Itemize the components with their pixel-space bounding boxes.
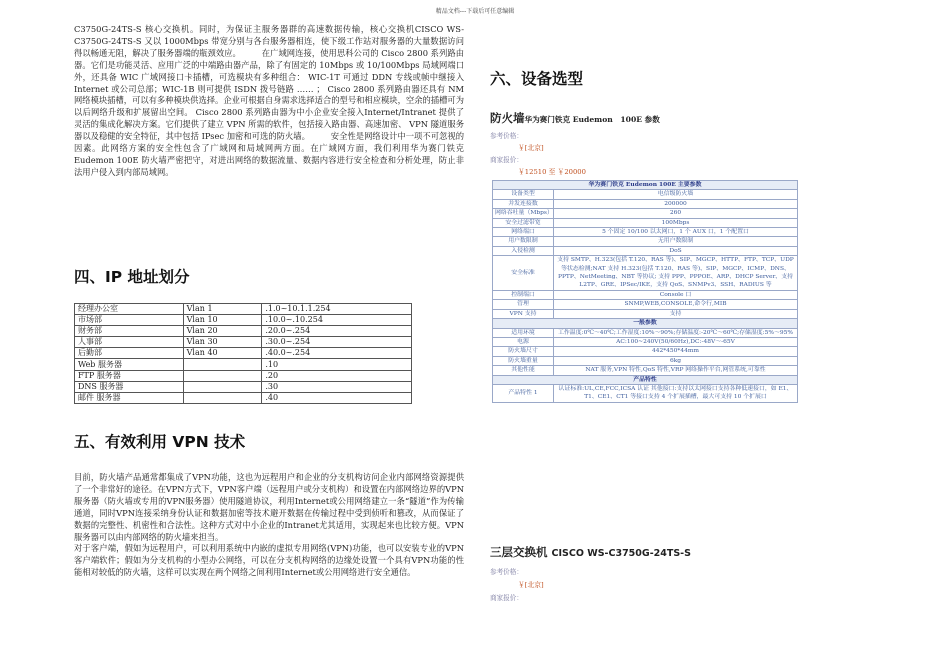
- spec-section-title: 华为赛门铁克 Eudemon 100E 主要参数: [493, 181, 798, 190]
- spec-value: 支持 SMTP、H.323(包括 T.120、RAS 等)、SIP、MGCP、HTTP、FTP、TCP、UDP 等状态检测;NAT 支持 H.323(包括 T.120、RAS 等)、SIP、MGCP、ICMP、DNS、PPTP、NetMeeting、NBT 等协议; 支持 PPP、PPPOE、ARP、DHCP Server、支持 L2TP、GRE、IPSec/IKE，支持 QoS、SNMPv3、SSH、RADIUS 等: [554, 256, 798, 291]
- spec-key: 用户数限制: [493, 237, 554, 246]
- spec-row: [493, 209, 798, 218]
- ip-table-cell: .40: [262, 392, 412, 403]
- spec-section-title: 产品特性: [493, 375, 798, 384]
- ref-price-value-2: ￥[北京]: [518, 581, 544, 589]
- spec-row: [493, 356, 798, 365]
- spec-row: [493, 309, 798, 318]
- ip-table-cell: Vlan 40: [183, 348, 262, 359]
- spec-value: 100Mbps: [554, 218, 798, 227]
- spec-value: 工作温度:0℃～40℃;工作湿度:10%～90%;存储温度:-20℃～60℃;存储湿度:5%～95%: [554, 328, 798, 337]
- switch-model: CISCO WS-C3750G-24TS-S: [551, 548, 691, 559]
- spec-row: [493, 337, 798, 346]
- ip-table-cell: Vlan 30: [183, 337, 262, 348]
- ip-table-cell: .1.0~10.1.1.254: [262, 304, 412, 315]
- ip-table-cell: [183, 370, 262, 381]
- firewall-model: 华为赛门铁克 Eudemon 100E 参数: [524, 115, 660, 124]
- paragraph-network: C3750G-24TS-S 核心交换机。同时，为保证主服务器群的高速数据传输，核心交换机CISCO WS-C3750G-24TS-S 又以 1000Mbps 带宽分别与各台服务器相连，使下级工作站对服务器的大量数据访问得以畅通无阻，解决了服务器端的瓶颈效应。 在广域网连接，使用思科公司的 Cisco 2800 系列路由器。它们是功能灵活、应用广泛的中端路由器产品，除了有固定的 10Mbps 或 10/100Mbps 局域网端口外，还具备 WIC 广域网接口卡插槽，可选模块有多种组合： WIC-1T 可通过 DDN 专线或帧中继接入 Internet 或公司总部；WIC-1B 则可提供 ISDN 拨号链路 …… ； Cisco 2800 系列路由器还具有 NM 网络模块插槽，可以有多种模块供选择。企业可根据自身需求选择适合的型号和相应模块，空余的插槽可为以后网络升级和扩展留出空间。 Cisco 2800 系列路由器为中小企业安全接入Internet/Intranet 提供了灵活的集成化解决方案。它们提供了建立 VPN 所需的软件，包括接入路由器、高速加密、 VPN 隧道服务器以及稳健的安全特征，其中包括 IPsec 加密和可选的防火墙。 安全性是网络设计中一项不可忽视的因素。此网络方案的安全性包含了广域网和局域网两方面。在广域网方面，我们利用华为赛门铁克 Eudemon 100E 防火墙严密把守，对进出网络的数据流量、数据内容进行安全检查和分析处理，防止非法用户侵入到内部局域网。: [74, 24, 464, 177]
- spec-value: 认证标准:UL,CE,FCC,ICSA 认证 其他接口:支持以太网接口支持各种低速接口，如 E1、T1、CE1、CT1 等接口支持 4 个扩展插槽，最大可支持 10 个扩展口: [554, 384, 798, 402]
- spec-key: 其他性能: [493, 366, 554, 375]
- ip-table-cell: .10.0~.10.254: [262, 315, 412, 326]
- spec-key: 入侵检测: [493, 246, 554, 255]
- spec-key: 安全标准: [493, 256, 554, 291]
- spec-key: 网络吞吐量（Mbps）: [493, 209, 554, 218]
- spec-key: 防火墙重量: [493, 356, 554, 365]
- ip-table: [74, 303, 412, 404]
- spec-value: 5 个固定 10/100 以太网口，1 个 AUX 口，1 个配置口: [554, 228, 798, 237]
- spec-row: [493, 347, 798, 356]
- dealer-price-label-2: 商家报价：: [490, 594, 523, 602]
- spec-row: [493, 256, 798, 291]
- ip-table-row: [75, 370, 412, 381]
- spec-key: 适用环境: [493, 328, 554, 337]
- ip-table-cell: .10: [262, 359, 412, 370]
- spec-row: [493, 300, 798, 309]
- ip-table-row: [75, 392, 412, 403]
- spec-key: 控制端口: [493, 290, 554, 299]
- vpn-section: [74, 472, 464, 579]
- spec-key: 设备类型: [493, 190, 554, 199]
- ip-table-row: [75, 381, 412, 392]
- spec-row: [493, 366, 798, 375]
- switch-label: 三层交换机: [490, 545, 548, 559]
- ip-table-cell: DNS 服务器: [75, 381, 184, 392]
- spec-section-title: 一般参数: [493, 319, 798, 328]
- spec-value: 260: [554, 209, 798, 218]
- ref-price-label-2: 参考价格：: [490, 568, 523, 576]
- ref-price-value: ￥[北京]: [518, 144, 544, 152]
- ip-table-cell: Vlan 1: [183, 304, 262, 315]
- ip-table-cell: 人事部: [75, 337, 184, 348]
- ip-table-cell: .40.0~.254: [262, 348, 412, 359]
- spec-row: [493, 190, 798, 199]
- ip-table-cell: 经理办公室: [75, 304, 184, 315]
- ip-table-row: [75, 348, 412, 359]
- heading-ip-plan: 四、IP 地址划分: [74, 268, 190, 286]
- spec-value: 442*450*44mm: [554, 347, 798, 356]
- ip-table-cell: .30.0~.254: [262, 337, 412, 348]
- ip-table-cell: 财务部: [75, 326, 184, 337]
- spec-value: NAT 服务,VPN 特性,QoS 特性,VRP 网络操作平台,网管系统,可靠性: [554, 366, 798, 375]
- spec-key: 管理: [493, 300, 554, 309]
- spec-section-row: [493, 375, 798, 384]
- spec-key: VPN 支持: [493, 309, 554, 318]
- paragraph-vpn-2: 对于客户端，假如为远程用户，可以利用系统中内嵌的虚拟专用网络(VPN)功能，也可以安装专业的VPN客户端软件；假如为分支机构的小型办公网络，可以在分支机构网络的边缘处设置一个具有VPN功能的性能相对较低的防火墙，这样可以实现在两个网络之间利用Internet或公用网络进行安全通信。: [74, 543, 464, 578]
- spec-value: 200000: [554, 199, 798, 208]
- spec-section-row: [493, 319, 798, 328]
- ref-price-label: 参考价格：: [490, 132, 523, 140]
- spec-key: 产品特性 1: [493, 384, 554, 402]
- ip-table-cell: [183, 392, 262, 403]
- spec-row: [493, 237, 798, 246]
- spec-key: 电源: [493, 337, 554, 346]
- ip-table-cell: Vlan 10: [183, 315, 262, 326]
- spec-value: 电信级防火墙: [554, 190, 798, 199]
- spec-value: 无用户数限制: [554, 237, 798, 246]
- ip-table-cell: .20.0~.254: [262, 326, 412, 337]
- spec-value: Console 口: [554, 290, 798, 299]
- spec-section-row: [493, 181, 798, 190]
- paragraph-vpn-1: 目前，防火墙产品通常都集成了VPN功能，这也为远程用户和企业的分支机构访问企业内部网络资源提供了一个非常好的途径。在VPN方式下，VPN客户端（远程用户或分支机构）和设置在内部网络边界的VPN服务器（防火墙或专用的VPN服务器）使用隧道协议，利用Internet或公用网络建立一条“隧道”作为传输通道，同时VPN连接采纳身份认证和数据加密等技术避开数据在传输过程中受到侦听和篡改，从而保证了数据的完整性、机密性和合法性。这种方式对中小企业的Intranet尤其适用，实现起来也比较方便。VPN服务器可以由内部网络的防火墙来担当。: [74, 472, 464, 542]
- ip-table-cell: [183, 359, 262, 370]
- dealer-price-label: 商家报价：: [490, 156, 523, 164]
- spec-value: AC:100~240V(50/60Hz),DC:-48V～-65V: [554, 337, 798, 346]
- ip-table-cell: .20: [262, 370, 412, 381]
- ip-table-cell: 市场部: [75, 315, 184, 326]
- spec-row: [493, 218, 798, 227]
- spec-row: [493, 384, 798, 402]
- spec-value: DoS: [554, 246, 798, 255]
- ip-table-row: [75, 315, 412, 326]
- spec-row: [493, 228, 798, 237]
- ip-table-row: [75, 359, 412, 370]
- ip-table-row: [75, 304, 412, 315]
- spec-row: [493, 290, 798, 299]
- ip-table-row: [75, 337, 412, 348]
- firewall-title: [490, 110, 660, 126]
- spec-key: 网络端口: [493, 228, 554, 237]
- ip-table-cell: Vlan 20: [183, 326, 262, 337]
- heading-vpn: 五、有效利用 VPN 技术: [74, 433, 246, 451]
- spec-key: 安全过滤带宽: [493, 218, 554, 227]
- ip-table-cell: 邮件 服务器: [75, 392, 184, 403]
- ip-table-row: [75, 326, 412, 337]
- page-header: 精品文档---下载后可任意编辑: [435, 8, 515, 15]
- spec-value: SNMP,WEB,CONSOLE,命令行,MIB: [554, 300, 798, 309]
- spec-row: [493, 328, 798, 337]
- spec-key: 防火墙尺寸: [493, 347, 554, 356]
- spec-key: 并发连接数: [493, 199, 554, 208]
- firewall-spec-table: [492, 180, 798, 403]
- spec-row: [493, 246, 798, 255]
- heading-equipment: 六、设备选型: [490, 70, 584, 88]
- spec-value: 6kg: [554, 356, 798, 365]
- dealer-price-value: ￥12510 至 ￥20000: [518, 168, 586, 176]
- spec-value: 支持: [554, 309, 798, 318]
- spec-row: [493, 199, 798, 208]
- ip-table-cell: Web 服务器: [75, 359, 184, 370]
- ip-table-cell: .30: [262, 381, 412, 392]
- ip-table-cell: 后勤部: [75, 348, 184, 359]
- ip-table-cell: [183, 381, 262, 392]
- ip-table-cell: FTP 服务器: [75, 370, 184, 381]
- firewall-label: 防火墙: [490, 111, 525, 125]
- left-column: [74, 24, 464, 179]
- switch-title: [490, 544, 691, 560]
